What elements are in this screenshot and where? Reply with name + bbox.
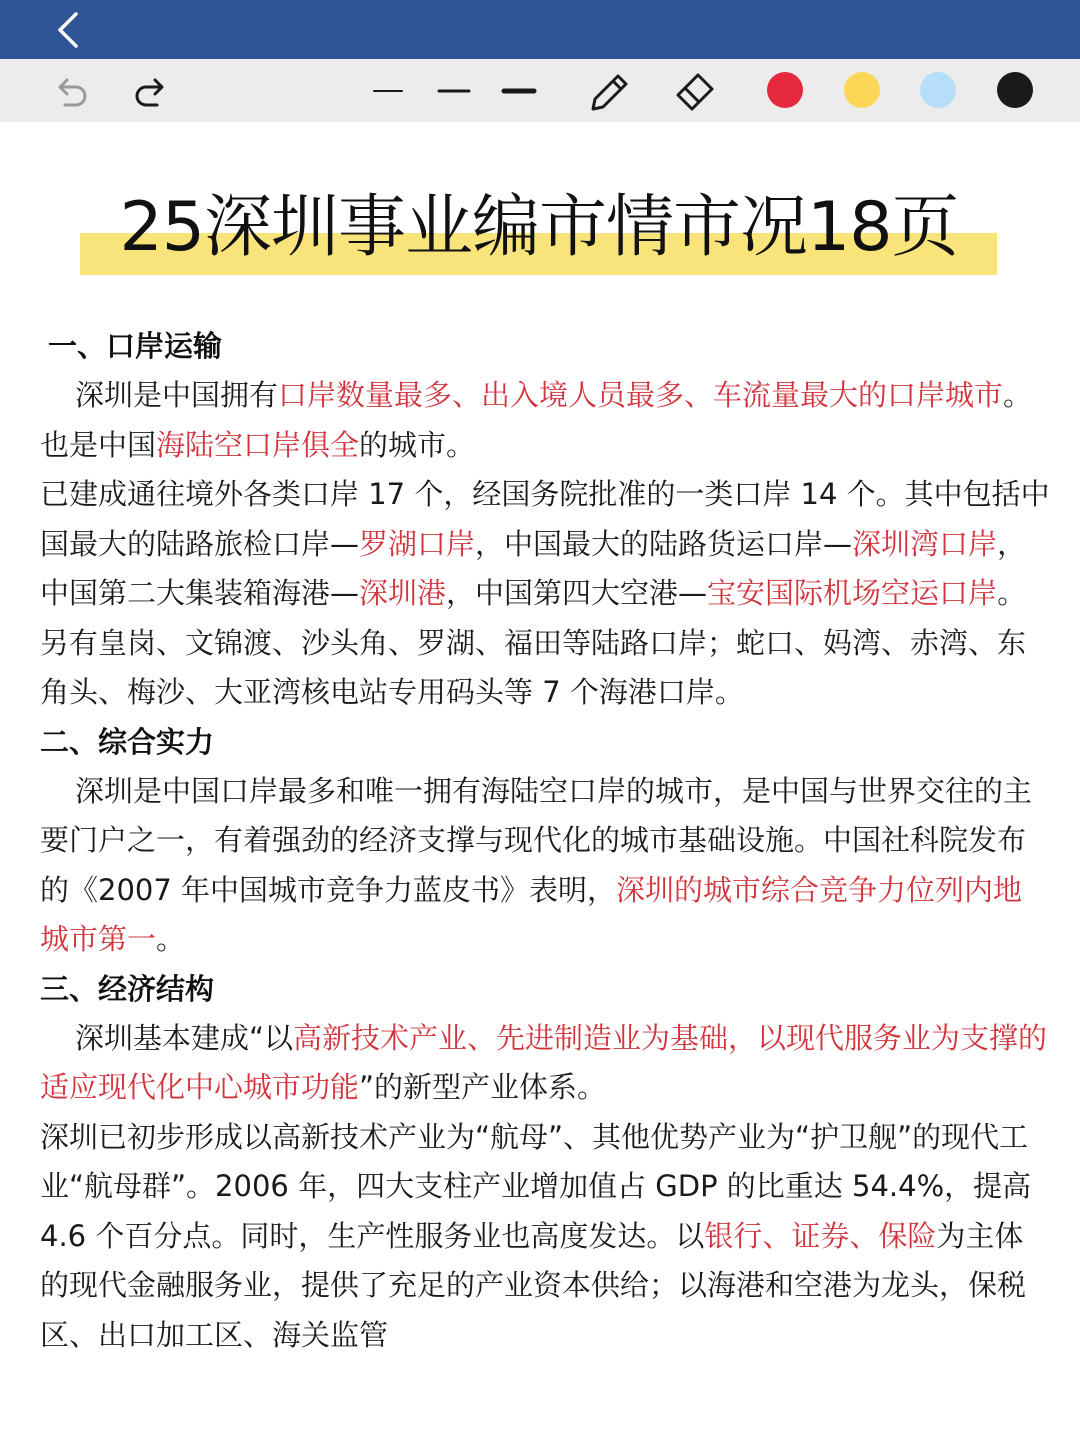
paragraph (40, 470, 1050, 718)
text-span: ”的新型产业体系。 (359, 1070, 607, 1104)
highlighted-text: 高新技术产业、先进制造业为基础，以现代服务业为支撑的适应现代化中心城市功能 (40, 1020, 1048, 1104)
text-span: 。 (156, 922, 186, 956)
text-span: 。另有皇岗、文锦渡、沙头角、罗湖、福田等陆路口岸；蛇口、妈湾、赤湾、东角头、梅沙、大亚湾核电站专用码头等 7 个海港口岸。 (40, 576, 1027, 709)
thin-line-icon[interactable] (372, 81, 404, 101)
text-span: 深圳基本建成“以 (75, 1020, 294, 1055)
text-span: ，中国第四大空港— (446, 576, 708, 610)
top-nav-bar (0, 0, 1080, 59)
section-heading-overall-strength: 二、综合实力 (40, 724, 215, 759)
thick-line-icon[interactable] (501, 81, 537, 101)
highlighted-text: 深圳湾口岸 (852, 526, 998, 561)
highlighted-text: 深圳港 (359, 576, 447, 610)
paragraph (40, 1014, 1050, 1113)
text-span: 。也是中国 (40, 378, 1033, 462)
section-heading-port-transport: 一、口岸运输 (48, 329, 223, 363)
paragraph (40, 767, 1050, 965)
color-yellow-swatch[interactable] (844, 72, 880, 108)
paragraph (40, 1113, 1050, 1361)
text-span: 深圳是中国拥有 (75, 378, 279, 412)
text-span: 为主体的现代金融服务业，提供了充足的产业资本供给；以海港和空港为龙头，保税区、出口加工区、海关监管 (40, 1218, 1027, 1352)
text-span: ，中国最大的陆路货运口岸— (475, 526, 853, 561)
text-span: 的城市。 (359, 427, 476, 462)
highlighted-text: 口岸数量最多、出入境人员最多、车流量最大的口岸城市 (278, 378, 1004, 412)
highlighted-text: 海陆空口岸俱全 (156, 427, 360, 462)
color-red-swatch[interactable] (767, 72, 803, 108)
section-heading-economic-structure: 三、经济结构 (40, 971, 215, 1006)
color-black-swatch[interactable] (997, 72, 1033, 108)
text-span: 深圳已初步形成以高新技术产业为“航母”、其他优势产业为“护卫舰”的现代工业“航母群”。2006 年，四大支柱产业增加值占 GDP 的比重达 54.4%，提高 4.6 个百分点。同时，生产性服务业也高度发达。以 (40, 1119, 1032, 1253)
text-span: ，中国第二大集装箱海港— (40, 526, 1027, 610)
page-title: 25深圳事业编市情市况18页 (119, 188, 959, 267)
paragraph (40, 371, 1050, 470)
pencil-icon[interactable] (585, 67, 631, 115)
highlighted-text: 深圳的城市综合竞争力位列内地城市第一 (40, 872, 1023, 956)
title-block (80, 180, 998, 280)
eraser-icon[interactable] (672, 69, 718, 113)
redo-icon[interactable] (132, 73, 170, 109)
highlighted-text: 罗湖口岸 (359, 526, 476, 561)
document-body (40, 322, 1050, 1360)
back-arrow-icon[interactable] (46, 8, 90, 52)
text-span: 已建成通往境外各类口岸 17 个，经国务院批准的一类口岸 14 个。其中包括中国最大的陆路旅检口岸— (40, 477, 1050, 561)
undo-icon[interactable] (52, 73, 90, 109)
drawing-toolbar (0, 59, 1080, 122)
text-span: 深圳是中国口岸最多和唯一拥有海陆空口岸的城市，是中国与世界交往的主要门户之一，有着强劲的经济支撑与现代化的城市基础设施。中国社科院发布的《2007 年中国城市竞争力蓝皮书》表明， (40, 773, 1033, 907)
highlighted-text: 宝安国际机场空运口岸 (707, 576, 998, 610)
medium-line-icon[interactable] (437, 81, 471, 101)
color-lightblue-swatch[interactable] (920, 72, 956, 108)
highlighted-text: 银行、证券、保险 (704, 1218, 937, 1253)
